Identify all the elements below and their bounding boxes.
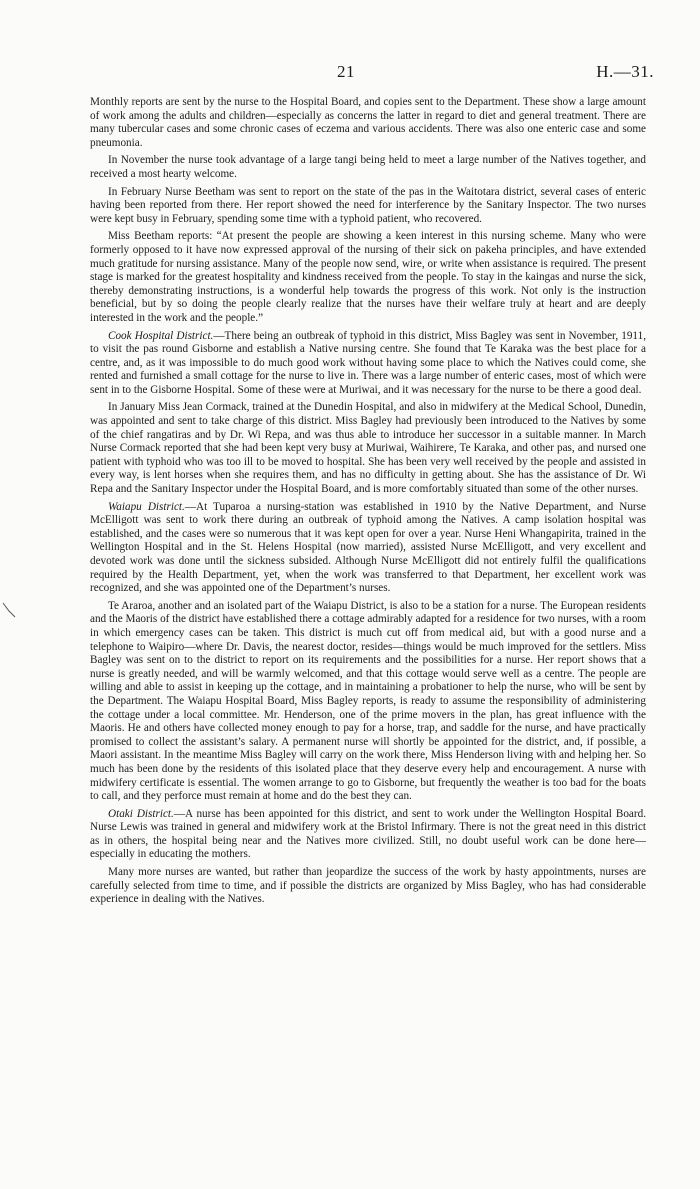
- paragraph: Miss Beetham reports: “At present the people are showing a keen interest in this nursing scheme. Many who were formerly opposed to it have now expressed approval of the nursing of their sick on pakeha principles, and have extended much gratitude for nursing assistance. Many of the people now send, wire, or write when assistance is required. The present stage is marked for the greatest hospitality and kindness received from the people. To stay in the kaingas and nurse the sick, thereby demonstrating instructions, is a wonderful help towards the progress of this work. Not only is the instruction beneficial, but by so doing the people clearly realize that the nurses have their welfare truly at heart and are deeply interested in the work and the people.”: [90, 230, 646, 324]
- paragraph-waiapu-district: [90, 501, 646, 596]
- page-header: [0, 62, 700, 84]
- paragraph-otaki-district: [90, 808, 646, 862]
- section-heading: Waiapu District.: [108, 500, 185, 513]
- margin-mark-icon: [2, 602, 16, 618]
- paragraph-cook-district: [90, 330, 646, 398]
- document-reference: H.—31.: [596, 62, 654, 81]
- paragraph: In February Nurse Beetham was sent to report on the state of the pas in the Waitotara district, several cases of enteric having been reported from there. Her report showed the need for interference by the Sanitary Inspector. The two nurses were kept busy in February, spending some time with a typhoid patient, who recovered.: [90, 185, 646, 225]
- paragraph-text: —At Tuparoa a nursing-station was established in 1910 by the Native Department, and Nurse McElligott was sent to work there during an outbreak of typhoid among the Natives. A camp isolation hospital was established, and the cases were so numerous that it was kept open for over a year. Nurse Heni Whangapirita, trained in the Wellington Hospital and in the St. Helens Hospital (now married), assisted Nurse McElligott, and very excellent and devoted work was done until the sickness subsided. Although Nurse McElligott did not entirely fulfil the qualifications required by the Health Department, yet, when the work was transferred to that Department, her excellent work was recognized, and she was appointed one of the Department’s nurses.: [90, 500, 646, 595]
- body-text: [90, 96, 646, 911]
- paragraph: Many more nurses are wanted, but rather than jeopardize the success of the work by hasty appointments, nurses are carefully selected from time to time, and if possible the districts are organized by Miss Bagley, who has had considerable experience in dealing with the Natives.: [90, 866, 646, 906]
- paragraph: In November the nurse took advantage of a large tangi being held to meet a large number of the Natives together, and received a most hearty welcome.: [90, 154, 646, 180]
- page-number: 21: [337, 62, 355, 81]
- paragraph: In January Miss Jean Cormack, trained at the Dunedin Hospital, and also in midwifery at the Medical School, Dunedin, was appointed and sent to take charge of this district. Miss Bagley had previously been introduced to the Natives by some of the chief rangatiras and by Dr. Wi Repa, and was thus able to introduce her successor in a suitable manner. In March Nurse Cormack reported that she had been kept very busy at Muriwai, Waihirere, Te Karaka, and other pas, and nursed one patient with typhoid who was too ill to be moved to hospital. She has been very well received by the people and assisted in every way, is lent horses when she requires them, and has no difficulty in getting about. She has the assistance of Dr. Wi Repa and the Sanitary Inspector under the Hospital Board, and is more comfortably situated than some of the other nurses.: [90, 401, 646, 496]
- paragraph-text: —A nurse has been appointed for this district, and sent to work under the Wellington Hospital Board. Nurse Lewis was trained in general and midwifery work at the Bristol Infirmary. There is not the great need in this district as in others, the hospital being near and the Natives more civilized. Still, no doubt useful work can be done here—especially in educating the mothers.: [90, 807, 646, 861]
- section-heading: Otaki District.: [108, 807, 174, 820]
- paragraph: Monthly reports are sent by the nurse to the Hospital Board, and copies sent to the Department. These show a large amount of work among the adults and children—especially as concerns the latter in regard to diet and general treatment. There are many tubercular cases and some chronic cases of eczema and various accidents. There was also one enteric case and some pneumonia.: [90, 96, 646, 149]
- paragraph-text: —There being an outbreak of typhoid in this district, Miss Bagley was sent in November, 1911, to visit the pas round Gisborne and establish a Native nursing centre. She found that Te Karaka was the best place for a centre, and, as it was impossible to do much good work without having some place to which the Natives could come, she rented and furnished a small cottage for the nurse to live in. There was a large number of enteric cases, most of which were sent in to the Gisborne Hospital. Some of these were at Muriwai, and it was necessary for the nurse to be there a good deal.: [90, 329, 646, 396]
- section-heading: Cook Hospital District.: [108, 329, 214, 342]
- paragraph: Te Araroa, another and an isolated part of the Waiapu District, is also to be a station for a nurse. The European residents and the Maoris of the district have established there a cottage admirably adapted for a residence for two nurses, with a room in which emergency cases can be taken. This district is much cut off from medical aid, but with a good nurse and a telephone to Waipiro—where Dr. Davis, the nearest doctor, resides—things would be much improved for the settlers. Miss Bagley was sent on to the district to report on its requirements and the possibilities for a nurse. Her report shows that a nurse is greatly needed, and will be warmly welcomed, and that this cottage would serve well as a centre. The people are willing and able to assist in keeping up the cottage, and in maintaining a probationer to help the nurse, who will be sent by the Department. The Waiapu Hospital Board, Miss Bagley reports, is ready to assume the responsibility of administering the cottage under a local committee. Mr. Henderson, one of the prime movers in the plan, has great influence with the Maoris. He and others have collected money enough to pay for a horse, trap, and saddle for the nurse, and have practically promised to collect the assistant’s salary. A permanent nurse will shortly be appointed for the district, and, if possible, a Maori assistant. In the meantime Miss Bagley will carry on the work there, Miss Henderson living with and helping her. So much has been done by the residents of this isolated place that they deserve every help and encouragement. A nurse with midwifery certificate is essential. The women arrange to go to Gisborne, but frequently the weather is too bad for the boats to call, and they perforce must remain at home and do the best they can.: [90, 599, 646, 803]
